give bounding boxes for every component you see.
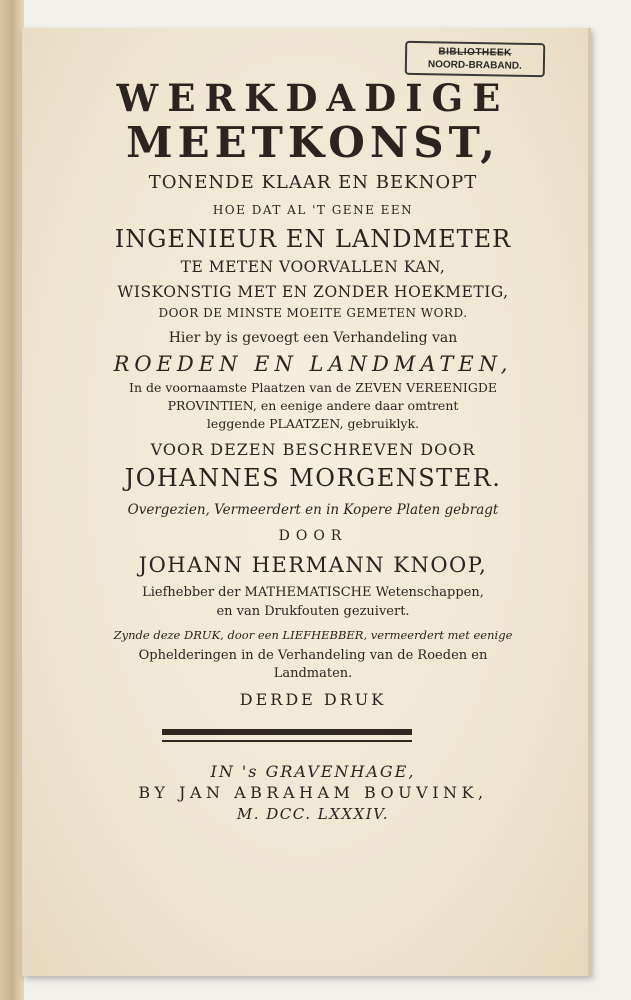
editor-name: JOHANN HERMANN KNOOP, xyxy=(138,553,488,577)
editor-desc-1: Liefhebber der MATHEMATISCHE Wetenschappen, xyxy=(142,585,484,600)
subtitle-line-5: INGENIEUR EN LANDMETER xyxy=(114,225,512,253)
imprint-year: M. DCC. LXXXIV. xyxy=(236,805,390,823)
door-line: DOOR xyxy=(278,528,348,544)
subtitle-line-13: leggende PLAATZEN, gebruiklyk. xyxy=(206,416,420,431)
editor-desc-2: en van Drukfouten gezuivert. xyxy=(216,604,410,619)
subtitle-line-10: ROEDEN EN LANDMATEN, xyxy=(113,352,513,376)
edition-label: DERDE DRUK xyxy=(239,690,387,709)
revision-note: Overgezien, Vermeerdert en in Kopere Platen gebragt xyxy=(127,502,499,518)
subtitle-line-11: In de voornaamste Plaatzen van de ZEVEN VEREENIGDE xyxy=(129,380,497,395)
edition-note-3: Landmaten. xyxy=(273,666,353,681)
subtitle-line-4: HOE DAT AL 'T GENE EEN xyxy=(212,203,414,217)
edition-note-1: Zynde deze DRUK, door een LIEFHEBBER, vermeerdert met eenige xyxy=(113,628,513,642)
edition-note-2: Ophelderingen in de Verhandeling van de Roeden en xyxy=(138,648,488,663)
subtitle-line-3: TONENDE KLAAR EN BEKNOPT xyxy=(148,172,478,193)
title-line-2: MEETKONST, xyxy=(126,118,500,167)
subtitle-line-9: Hier by is gevoegt een Verhandeling van xyxy=(168,330,458,346)
divider-rule-thick xyxy=(162,729,412,735)
library-stamp xyxy=(405,41,546,77)
subtitle-line-7: WISKONSTIG MET EN ZONDER HOEKMETIG, xyxy=(117,283,509,301)
author-intro: VOOR DEZEN BESCHREVEN DOOR xyxy=(150,440,476,459)
imprint-printer: BY JAN ABRAHAM BOUVINK, xyxy=(138,783,488,802)
divider-rule-thin xyxy=(162,740,412,742)
author-name: JOHANNES MORGENSTER. xyxy=(124,464,502,492)
stamp-line-2: NOORD-BRABAND. xyxy=(427,59,522,72)
book-binding xyxy=(0,0,24,1000)
imprint-place: IN 's GRAVENHAGE, xyxy=(210,762,416,781)
title-line-1: WERKDADIGE xyxy=(116,76,510,120)
subtitle-line-6: TE METEN VOORVALLEN KAN, xyxy=(180,258,446,276)
subtitle-line-12: PROVINTIEN, en eenige andere daar omtrent xyxy=(167,398,459,413)
subtitle-line-8: DOOR DE MINSTE MOEITE GEMETEN WORD. xyxy=(158,306,468,320)
stamp-line-1: BIBLIOTHEEK xyxy=(438,46,512,59)
